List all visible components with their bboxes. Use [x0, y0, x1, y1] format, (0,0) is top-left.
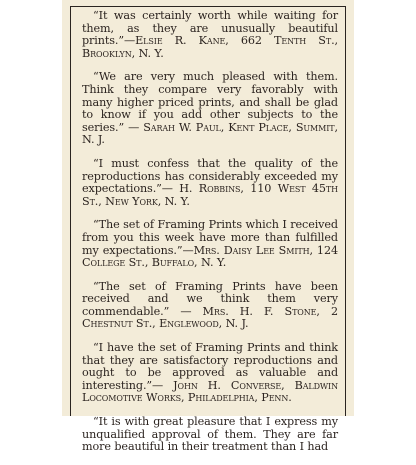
testimonial-quote: “The set of Framing Prints have been received and we think them very commendable.” —: [82, 279, 338, 318]
testimonial-attribution: Elsie R. Kane, 662 Tenth St., Brooklyn, N. Y.: [82, 34, 338, 60]
testimonial-quote: “It was certainly worth while waiting for them, as they are unusually beautiful prints.”—: [82, 9, 338, 48]
testimonial-quote: “I have the set of Framing Prints and think that they are satisfactory reproductions and ought to be approved as valuable and interesting.”—: [82, 341, 338, 392]
testimonial-attribution: Mrs. Daisy Lee Smith, 124 College St., Buffalo, N. Y.: [82, 243, 338, 270]
left-rule: [70, 6, 71, 416]
testimonial: [82, 342, 338, 405]
testimonial: [82, 416, 338, 454]
scanned-page: [62, 0, 354, 454]
top-rule: [70, 6, 346, 7]
testimonial: [82, 158, 338, 208]
testimonial: [82, 219, 338, 269]
right-rule: [345, 6, 346, 416]
testimonial-quote: “It is with great pleasure that I express my unqualified approval of them. They are far more beautiful in their treatment than I had: [82, 415, 338, 454]
testimonial: [82, 281, 338, 331]
testimonial-quote: “I must confess that the quality of the reproductions has considerably exceeded my expectations.”—: [82, 156, 338, 196]
testimonial-quote: “We are very much pleased with them. Think they compare very favorably with many higher priced prints, and shall be glad to know if you add other subjects to the series.” —: [82, 70, 338, 134]
testimonial-attribution: John H. Converse, Baldwin Locomotive Works, Philadelphia, Penn.: [82, 378, 338, 405]
testimonial-attribution: Mrs. H. F. Stone, 2 Chestnut St., Englewood, N. J.: [82, 304, 338, 331]
testimonial: [82, 71, 338, 147]
testimonial-column: [82, 10, 338, 465]
testimonial-attribution: Sarah W. Paul, Kent Place, Summit, N. J.: [82, 120, 338, 147]
testimonial-attribution: H. Robbins, 110 West 45th St., New York, N. Y.: [82, 182, 338, 208]
testimonial: [82, 10, 338, 60]
testimonial-quote: “The set of Framing Prints which I received from you this week have more than fulfilled my expectations.”—: [82, 218, 338, 257]
